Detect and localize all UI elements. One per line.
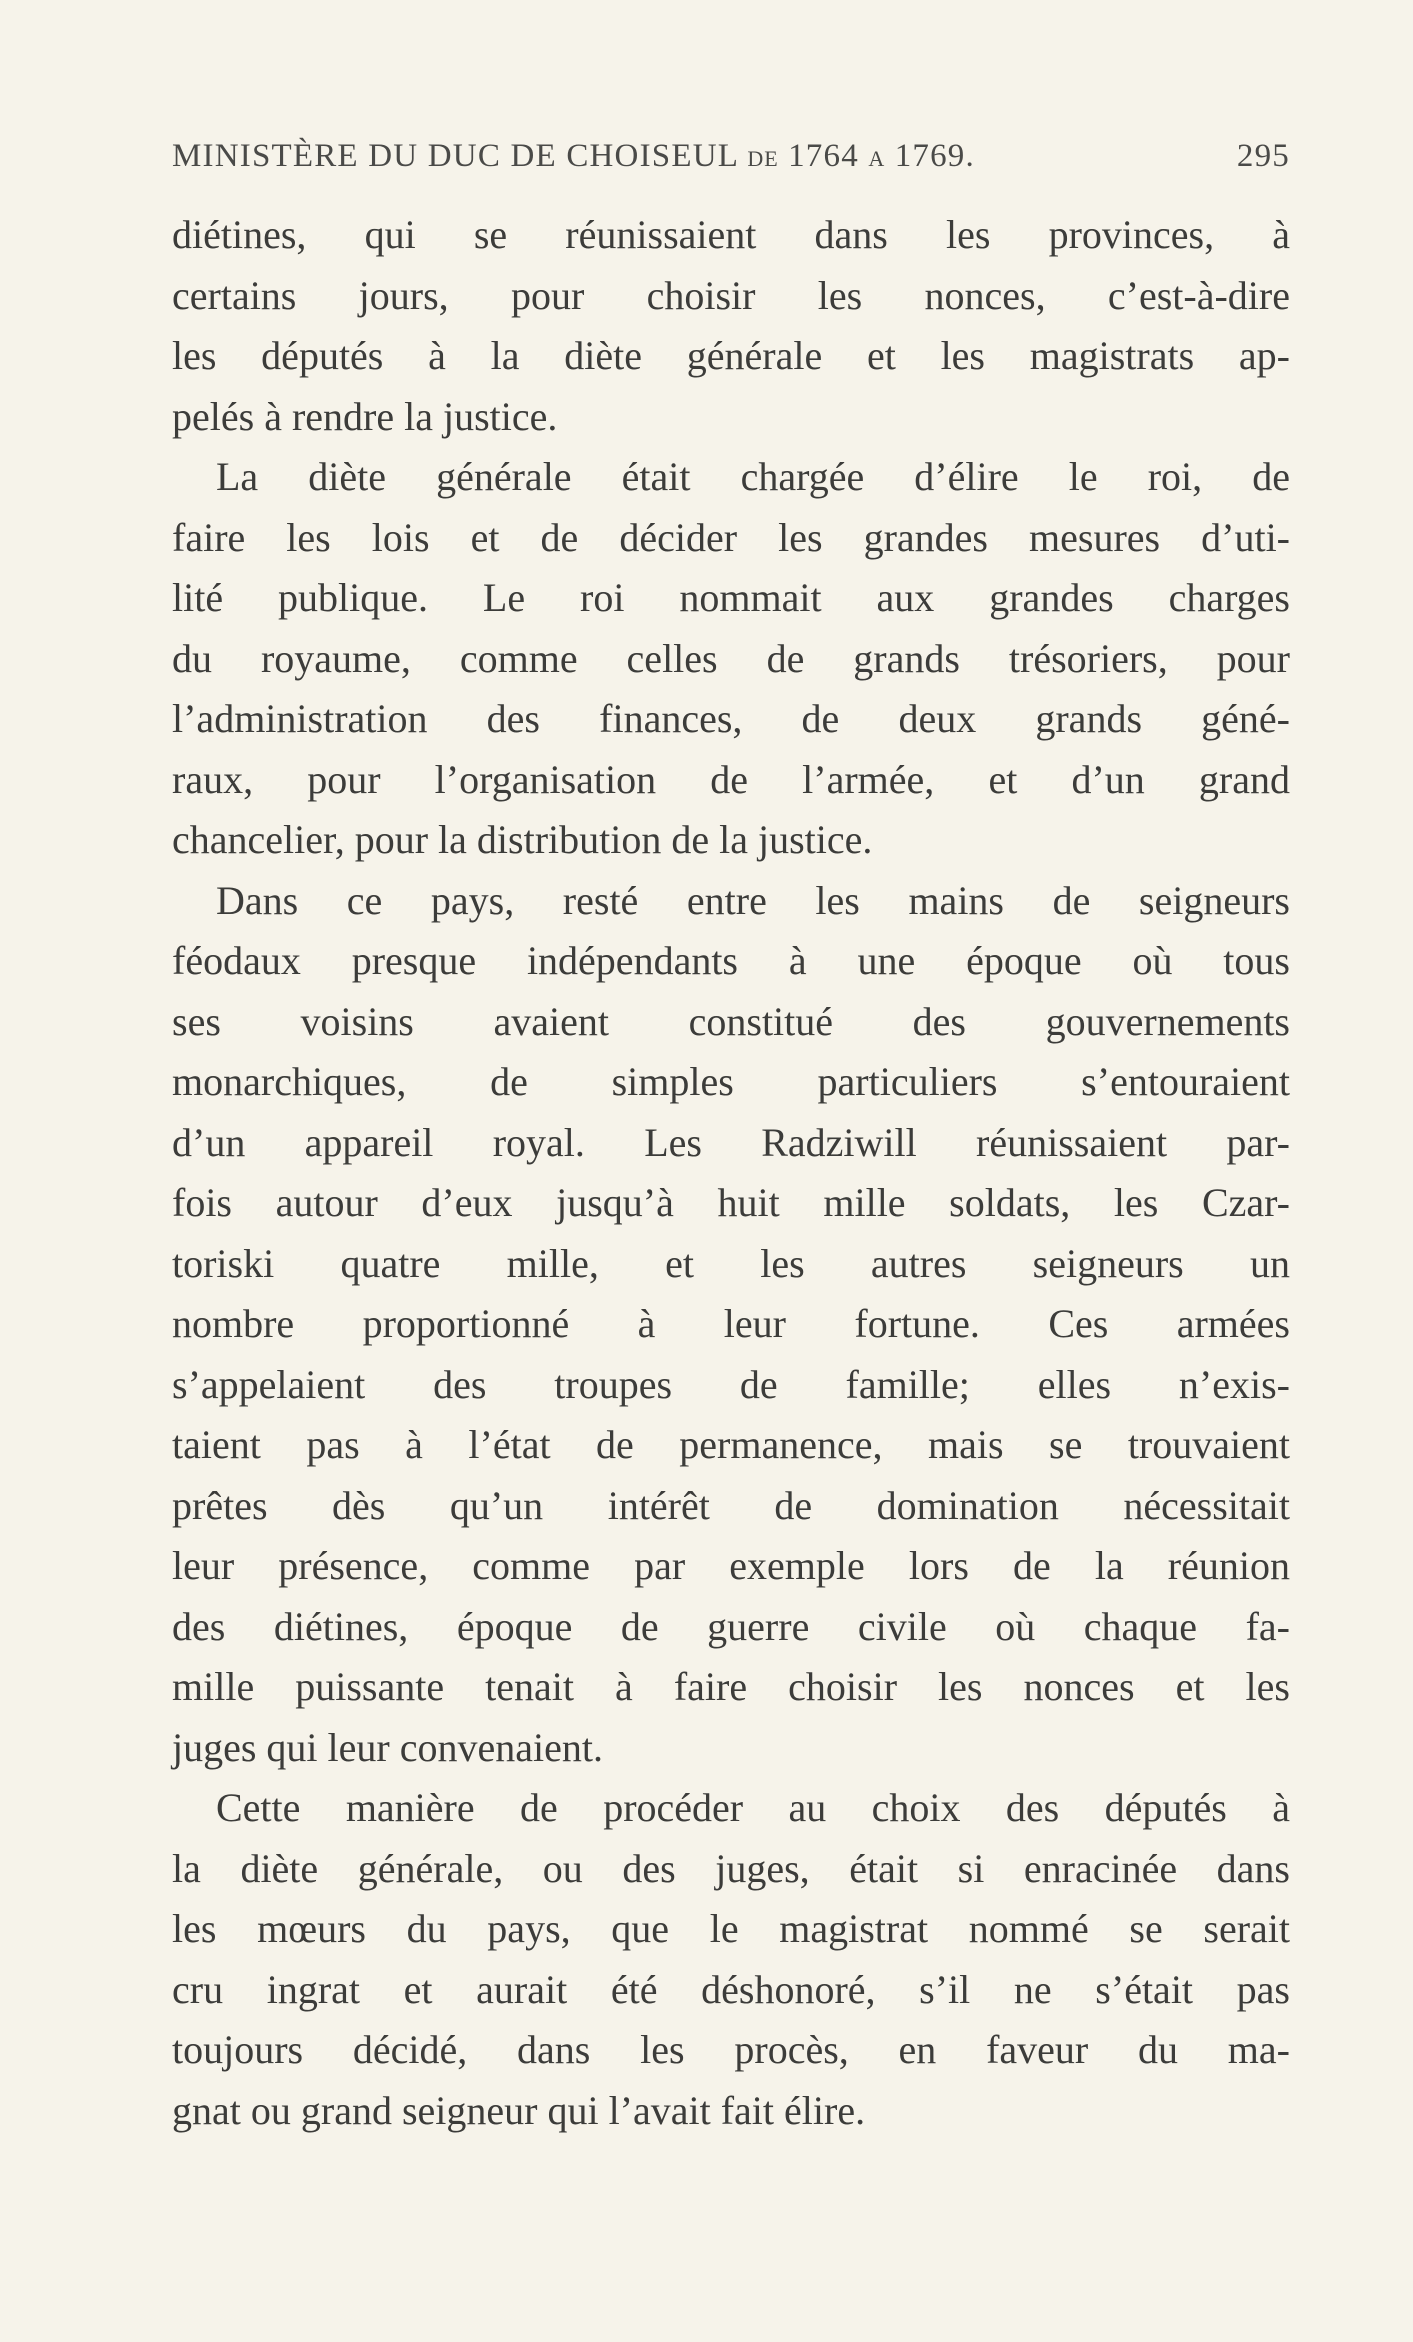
text-line: Cette manière de procéder au choix des députés à — [216, 1785, 1290, 1830]
text-line: pelés à rendre la justice. — [172, 393, 558, 439]
running-title — [172, 138, 975, 175]
running-header — [172, 138, 1290, 188]
text-line: monarchiques, de simples particuliers s’entouraient — [172, 1059, 1290, 1104]
text-line: faire les lois et de décider les grandes mesures d’uti- — [172, 514, 1290, 560]
text-line: lité publique. Le roi nommait aux grandes charges — [172, 575, 1290, 620]
text-line: du royaume, comme celles de grands trésoriers, pour — [172, 635, 1290, 681]
page-number: 295 — [1236, 138, 1290, 174]
text-line: leur présence, comme par exemple lors de la réunion — [172, 1543, 1290, 1588]
text-line: juges qui leur convenaient. — [172, 1724, 603, 1770]
text-line: toujours décidé, dans les procès, en faveur du ma- — [172, 2027, 1290, 2072]
text-line: chancelier, pour la distribution de la justice. — [172, 817, 873, 862]
running-title-main: MINISTÈRE DU DUC DE CHOISEUL — [172, 138, 738, 174]
text-line: des diétines, époque de guerre civile où chaque fa- — [172, 1603, 1290, 1649]
text-line: l’administration des finances, de deux grands géné- — [172, 696, 1290, 741]
text-line: féodaux presque indépendants à une époque où tous — [172, 938, 1290, 983]
text-line: d’un appareil royal. Les Radziwill réunissaient par- — [172, 1119, 1290, 1165]
text-line: nombre proportionné à leur fortune. Ces armées — [172, 1301, 1290, 1346]
text-line: cru ingrat et aurait été déshonoré, s’il ne s’était pas — [172, 1966, 1290, 2012]
text-line: ses voisins avaient constitué des gouvernements — [172, 998, 1290, 1044]
text-line: les députés à la diète générale et les magistrats ap- — [172, 333, 1290, 378]
text-line: diétines, qui se réunissaient dans les provinces, à — [172, 212, 1290, 257]
text-line: raux, pour l’organisation de l’armée, et d’un grand — [172, 756, 1290, 802]
text-line: fois autour d’eux jusqu’à huit mille soldats, les Czar- — [172, 1180, 1290, 1225]
running-title-dates-prefix: DE — [747, 146, 779, 171]
text-line: les mœurs du pays, que le magistrat nommé se serait — [172, 1906, 1290, 1951]
text-line: certains jours, pour choisir les nonces, c’est-à-dire — [172, 272, 1290, 318]
running-title-start-year: 1764 — [788, 138, 859, 174]
text-line: toriski quatre mille, et les autres seigneurs un — [172, 1240, 1290, 1286]
text-line: s’appelaient des troupes de famille; elles n’exis- — [172, 1361, 1290, 1407]
text-line: gnat ou grand seigneur qui l’avait fait élire. — [172, 2087, 866, 2133]
running-title-dates-separator: A — [868, 146, 886, 171]
body-text — [172, 205, 1290, 2141]
text-line: mille puissante tenait à faire choisir les nonces et les — [172, 1664, 1290, 1709]
text-line: la diète générale, ou des juges, était si enracinée dans — [172, 1845, 1290, 1891]
text-line: Dans ce pays, resté entre les mains de seigneurs — [216, 877, 1290, 923]
text-line: taient pas à l’état de permanence, mais se trouvaient — [172, 1422, 1290, 1467]
running-title-end-year: 1769. — [894, 138, 975, 174]
text-line: La diète générale était chargée d’élire le roi, de — [216, 454, 1290, 499]
text-line: prêtes dès qu’un intérêt de domination nécessitait — [172, 1482, 1290, 1528]
